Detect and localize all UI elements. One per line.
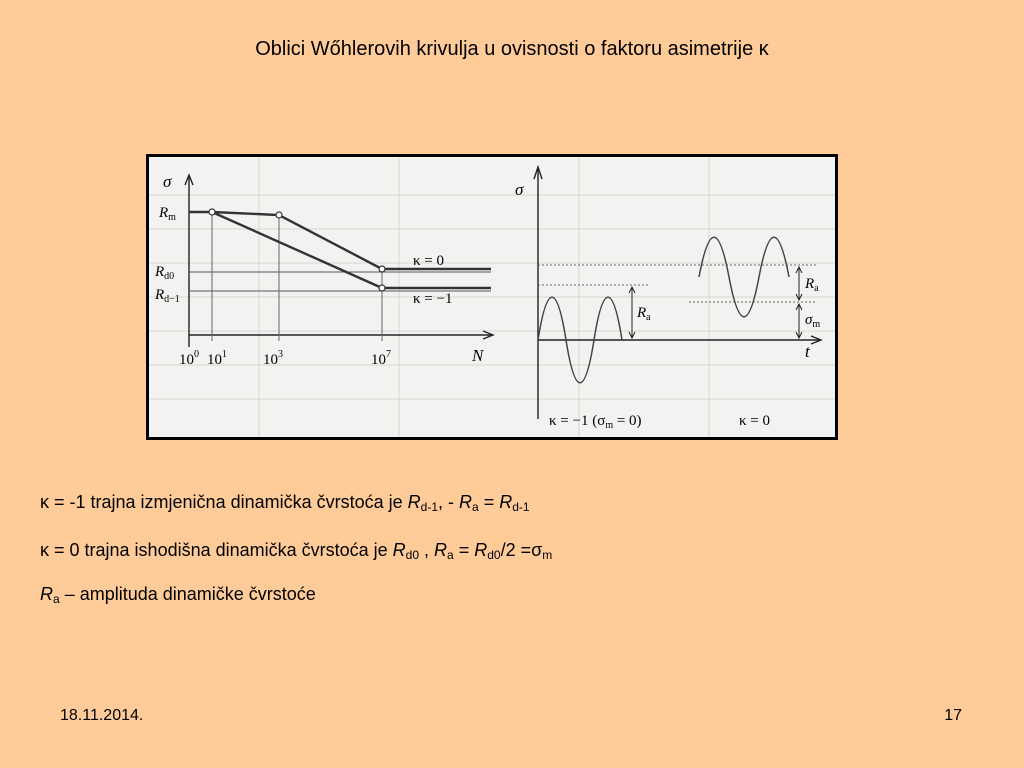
dashed-levels (538, 265, 817, 302)
curve-kappa-0-label: κ = 0 (413, 253, 445, 269)
tick-10-0: $10^0$ (179, 349, 199, 368)
woehler-curves (189, 212, 491, 288)
tick-10-1: $10^1$ (207, 349, 227, 368)
t-axis-label: t (805, 342, 810, 361)
left-axes (185, 175, 493, 347)
ra-left-label: $R_a$ (637, 305, 651, 323)
text-line-kappa-0: κ = 0 trajna ishodišna dinamička čvrstoća je $R_{d0}$ , $R_a = R_{d0}/2 =\sigma_m$ (40, 540, 553, 562)
left-sigma-label: σ (163, 172, 172, 191)
right-sigma-label: σ (515, 180, 524, 199)
text-line-ra-definition: $R_a$ – amplituda dinamičke čvrstoće (40, 584, 316, 606)
text-line-kappa-minus1: κ = -1 trajna izmjenična dinamička čvrstoća je $R_{d-1}$, - $R_a = R_{d-1}$ (40, 492, 530, 514)
woehler-diagram-svg (149, 157, 835, 437)
rm-label: $R_m$ (159, 205, 176, 223)
line1-text: = -1 trajna izmjenična dinamička čvrstoća je (49, 492, 408, 512)
tick-10-7: $10^7$ (371, 349, 391, 368)
kappa-symbol: κ (40, 540, 49, 560)
sine-kappa-0 (699, 237, 789, 317)
rd1-label: $R_{d-1}$ (155, 287, 180, 305)
line3-text: – amplituda dinamičke čvrstoće (59, 584, 316, 604)
kappa-minus1-caption: κ = −1 $(\sigma_m = 0)$ (549, 413, 642, 431)
curve-kappa-0 (189, 212, 491, 269)
dimension-arrows (629, 267, 802, 338)
tick-10-3: $10^3$ (263, 349, 283, 368)
kappa-0-caption: κ = 0 (739, 413, 771, 429)
background-grid (149, 157, 835, 437)
woehler-figure (146, 154, 838, 440)
curve-kappa-minus1-label: κ = −1 (413, 291, 453, 307)
kappa-symbol: κ (40, 492, 49, 512)
curve-kappa-minus1 (212, 212, 491, 288)
footer-date: 18.11.2014. (60, 707, 144, 724)
line2-text: = 0 trajna ishodišna dinamička čvrstoća je (49, 540, 393, 560)
n-axis-label: N (472, 346, 484, 365)
sigma-m-label: $\sigma_m$ (805, 312, 821, 330)
ra-right-label: $R_a$ (805, 276, 819, 294)
slide-title: Oblici Wőhlerovih krivulja u ovisnosti o faktoru asimetrije κ (255, 38, 769, 60)
rd0-label: $R_{d0}$ (155, 264, 175, 282)
page-number: 17 (944, 707, 962, 724)
